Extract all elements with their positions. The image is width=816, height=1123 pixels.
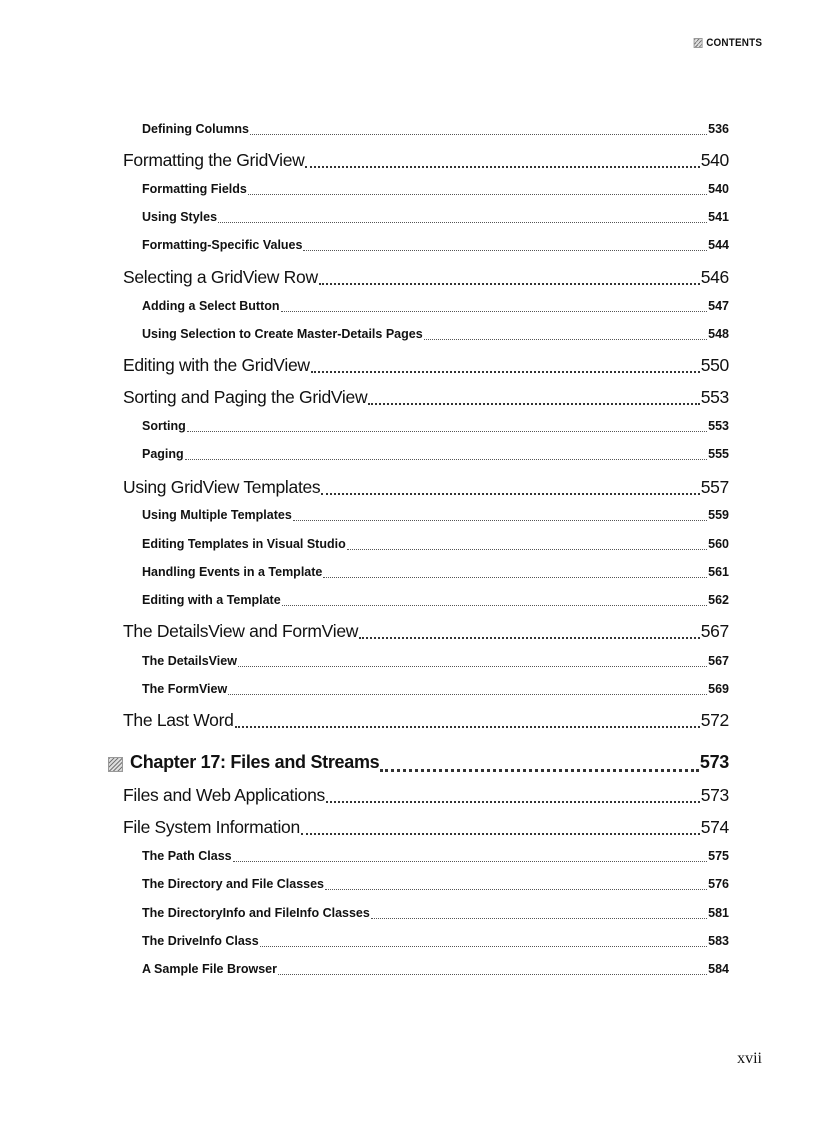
toc-section-entry[interactable] xyxy=(123,817,729,839)
toc-entry-label: Formatting-Specific Values xyxy=(142,238,303,252)
running-header xyxy=(694,37,762,49)
toc-entry-page: 548 xyxy=(708,327,729,341)
toc-entry-label: The DetailsView xyxy=(142,654,237,668)
toc-entry-label: Adding a Select Button xyxy=(142,299,280,313)
dot-leader xyxy=(311,371,700,373)
toc-entry-label: Using Styles xyxy=(142,210,218,224)
toc-entry-page: 572 xyxy=(700,710,729,730)
toc-entry-label: Editing Templates in Visual Studio xyxy=(142,537,346,551)
dot-leader xyxy=(371,918,707,919)
toc-entry-page: 541 xyxy=(708,210,729,224)
dot-leader xyxy=(303,250,707,251)
header-title: CONTENTS xyxy=(706,37,762,49)
toc-entry-label: Handling Events in a Template xyxy=(142,565,323,579)
toc-entry-label: Editing with a Template xyxy=(142,593,281,607)
toc-entry-page: 544 xyxy=(708,238,729,252)
toc-entry-page: 547 xyxy=(708,299,729,313)
toc-entry[interactable] xyxy=(142,238,729,254)
toc-entry-label: Using Selection to Create Master-Details Pages xyxy=(142,327,423,341)
dot-leader xyxy=(248,194,707,195)
toc-entry-label: Chapter 17: Files and Streams xyxy=(130,752,380,772)
toc-entry-page: 584 xyxy=(708,962,729,976)
toc-entry-page: 550 xyxy=(700,355,729,375)
toc-entry-page: 573 xyxy=(700,785,729,805)
dot-leader xyxy=(187,431,707,432)
toc-entry[interactable] xyxy=(142,447,729,463)
toc-section-entry[interactable] xyxy=(123,355,729,377)
page-number: xvii xyxy=(737,1050,762,1067)
toc-entry-label: A Sample File Browser xyxy=(142,962,277,976)
toc-entry[interactable] xyxy=(142,122,729,138)
toc-entry[interactable] xyxy=(142,934,729,950)
dot-leader xyxy=(281,311,708,312)
toc-entry-label: The Directory and File Classes xyxy=(142,877,325,891)
dot-leader xyxy=(233,861,708,862)
toc-entry-label: The DirectoryInfo and FileInfo Classes xyxy=(142,906,370,920)
toc-chapter-entry[interactable] xyxy=(108,752,729,776)
toc-entry-label: File System Information xyxy=(123,817,300,837)
dot-leader xyxy=(325,889,707,890)
dot-leader xyxy=(228,694,707,695)
toc-entry-label: The DriveInfo Class xyxy=(142,934,259,948)
toc-section-entry[interactable] xyxy=(123,150,729,172)
toc-entry-label: The FormView xyxy=(142,682,228,696)
section-marker-icon xyxy=(694,38,703,48)
toc-entry-label: The DetailsView and FormView xyxy=(123,621,359,641)
toc-entry-label: The Last Word xyxy=(123,710,234,730)
toc-entry[interactable] xyxy=(142,593,729,609)
dot-leader xyxy=(301,833,700,835)
toc-entry[interactable] xyxy=(142,508,729,524)
toc-entry[interactable] xyxy=(142,419,729,435)
dot-leader xyxy=(359,637,700,639)
toc-entry-label: Editing with the GridView xyxy=(123,355,310,375)
toc-entry[interactable] xyxy=(142,327,729,343)
dot-leader xyxy=(380,769,698,772)
dot-leader xyxy=(347,549,707,550)
dot-leader xyxy=(218,222,707,223)
dot-leader xyxy=(278,974,707,975)
toc-entry-page: 540 xyxy=(700,150,729,170)
toc-section-entry[interactable] xyxy=(123,387,729,409)
toc-entry-page: 536 xyxy=(708,122,729,136)
toc-entry[interactable] xyxy=(142,877,729,893)
toc-entry-page: 560 xyxy=(708,537,729,551)
dot-leader xyxy=(238,666,707,667)
toc-entry-page: 569 xyxy=(708,682,729,696)
toc-entry-page: 559 xyxy=(708,508,729,522)
dot-leader xyxy=(321,493,699,495)
toc-section-entry[interactable] xyxy=(123,267,729,289)
dot-leader xyxy=(424,339,707,340)
toc-entry-label: Sorting and Paging the GridView xyxy=(123,387,368,407)
dot-leader xyxy=(323,577,707,578)
dot-leader xyxy=(368,403,699,405)
toc-entry-label: Using GridView Templates xyxy=(123,477,321,497)
toc-entry-page: 540 xyxy=(708,182,729,196)
toc-entry-label: Defining Columns xyxy=(142,122,249,136)
toc-entry-page: 575 xyxy=(708,849,729,863)
toc-entry-page: 576 xyxy=(708,877,729,891)
dot-leader xyxy=(282,605,707,606)
toc-entry-page: 581 xyxy=(708,906,729,920)
dot-leader xyxy=(235,726,700,728)
toc-entry-page: 567 xyxy=(708,654,729,668)
toc-section-entry[interactable] xyxy=(123,477,729,499)
toc-entry-page: 555 xyxy=(708,447,729,461)
toc-entry-page: 567 xyxy=(700,621,729,641)
toc-entry-label: Using Multiple Templates xyxy=(142,508,292,522)
toc-entry-label: Selecting a GridView Row xyxy=(123,267,318,287)
toc-entry-label: Paging xyxy=(142,447,184,461)
toc-entry-label: Sorting xyxy=(142,419,186,433)
toc-entry[interactable] xyxy=(142,210,729,226)
toc-entry-page: 553 xyxy=(700,387,729,407)
dot-leader xyxy=(305,166,699,168)
toc-entry-label: The Path Class xyxy=(142,849,232,863)
toc-entry-label: Files and Web Applications xyxy=(123,785,325,805)
dot-leader xyxy=(250,134,707,135)
toc-section-entry[interactable] xyxy=(123,785,729,807)
toc-entry-page: 553 xyxy=(708,419,729,433)
toc-entry[interactable] xyxy=(142,906,729,922)
toc-entry-page: 557 xyxy=(700,477,729,497)
dot-leader xyxy=(319,283,700,285)
dot-leader xyxy=(326,801,700,803)
toc-entry[interactable] xyxy=(142,962,729,978)
dot-leader xyxy=(185,459,707,460)
toc-entry[interactable] xyxy=(142,299,729,315)
toc-entry-label: Formatting Fields xyxy=(142,182,247,196)
toc-entry[interactable] xyxy=(142,682,729,698)
toc-entry[interactable] xyxy=(142,654,729,670)
dot-leader xyxy=(260,946,707,947)
toc-entry-page: 583 xyxy=(708,934,729,948)
toc-section-entry[interactable] xyxy=(123,621,729,643)
toc-section-entry[interactable] xyxy=(123,710,729,732)
toc-entry[interactable] xyxy=(142,182,729,198)
toc-entry-page: 573 xyxy=(699,752,729,772)
toc-entry-page: 546 xyxy=(700,267,729,287)
dot-leader xyxy=(293,520,707,521)
toc-entry[interactable] xyxy=(142,849,729,865)
toc-entry-page: 562 xyxy=(708,593,729,607)
toc-entry[interactable] xyxy=(142,537,729,553)
toc-entry-page: 561 xyxy=(708,565,729,579)
toc-entry[interactable] xyxy=(142,565,729,581)
toc-entry-label: Formatting the GridView xyxy=(123,150,305,170)
chapter-marker-icon xyxy=(108,757,123,772)
toc-entry-page: 574 xyxy=(700,817,729,837)
